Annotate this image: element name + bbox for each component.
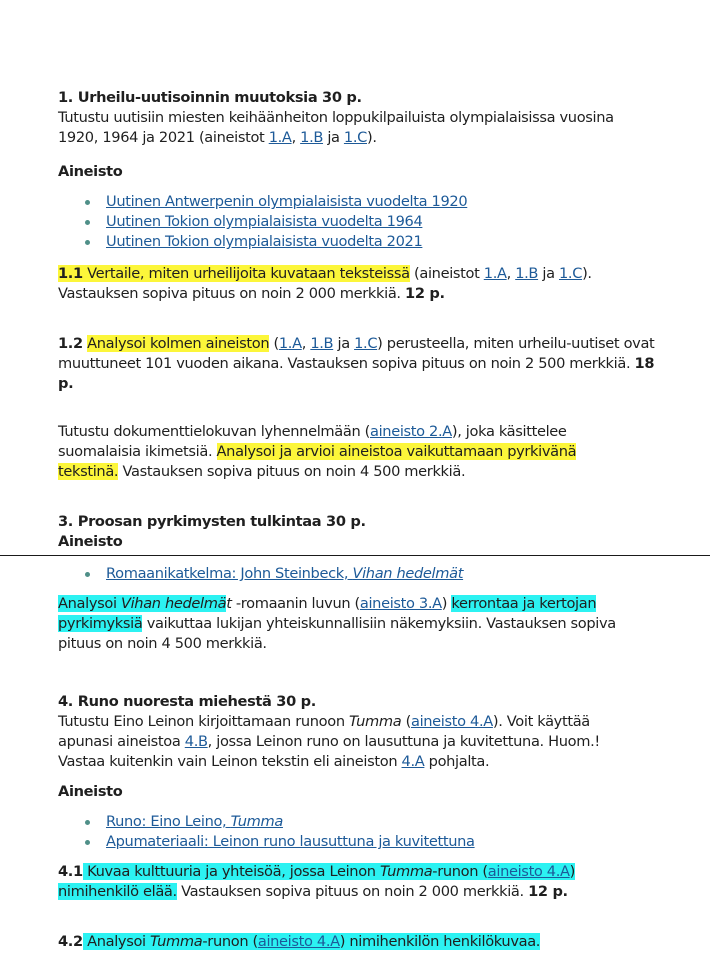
link-italic: Tumma bbox=[230, 813, 283, 830]
task1-materials-list bbox=[58, 192, 678, 252]
material-link-1920[interactable]: Uutinen Antwerpenin olympialaisista vuodelta 1920 bbox=[106, 193, 468, 210]
text: -runon ( bbox=[202, 933, 258, 950]
question-number: 4.2 bbox=[58, 933, 83, 950]
task1-materials-heading: Aineisto bbox=[58, 163, 123, 180]
link-1b[interactable]: 1.B bbox=[515, 265, 539, 282]
link-1a[interactable]: 1.A bbox=[268, 129, 292, 146]
link-4a[interactable]: aineisto 4.A bbox=[410, 713, 493, 730]
text: ). bbox=[582, 265, 592, 282]
bullet-icon bbox=[85, 200, 90, 205]
bullet-icon bbox=[85, 220, 90, 225]
list-item bbox=[58, 832, 678, 852]
bullet-icon bbox=[85, 572, 90, 577]
text: ). Voit käyttää apunasi aineistoa bbox=[58, 713, 590, 750]
text: ) perusteella, miten urheilu-uutiset ovat muuttuneet 101 vuoden aikana. Vastauksen sopiva pituus on noin 2 500 merkkiä. bbox=[58, 335, 655, 372]
list-item bbox=[58, 212, 678, 232]
separator: , bbox=[291, 129, 301, 146]
link-text: Romaanikatkelma: John Steinbeck, bbox=[106, 565, 353, 582]
text: -romaanin luvun ( bbox=[231, 595, 360, 612]
separator: ja bbox=[538, 265, 559, 282]
question-number: 1.1 bbox=[58, 265, 83, 282]
link-4a[interactable]: aineisto 4.A bbox=[257, 933, 340, 950]
italic-title: Vihan hedelmä bbox=[120, 595, 227, 612]
highlight: kerrontaa ja kertojan pyrkimyksiä bbox=[58, 595, 597, 632]
task4-title: 4. Runo nuoresta miehestä 30 p. bbox=[58, 693, 316, 710]
points: 18 p. bbox=[58, 355, 655, 392]
points: 12 p. bbox=[405, 285, 445, 302]
document-page bbox=[58, 88, 678, 952]
question-3 bbox=[58, 594, 658, 654]
list-item bbox=[58, 564, 678, 584]
list-item bbox=[58, 812, 678, 832]
points: 12 p. bbox=[528, 883, 568, 900]
material-link-2021[interactable]: Uutinen Tokion olympialaisista vuodelta 2021 bbox=[106, 233, 423, 250]
link-1b[interactable]: 1.B bbox=[310, 335, 334, 352]
link-4b[interactable]: 4.B bbox=[184, 733, 208, 750]
text: Kuvaa kulttuuria ja yhteisöä, jossa Leinon bbox=[82, 863, 380, 880]
text: Analysoi bbox=[82, 933, 151, 950]
highlight bbox=[83, 933, 540, 950]
question-4-2 bbox=[58, 932, 678, 952]
text: ( bbox=[269, 335, 279, 352]
link-4a[interactable]: 4.A bbox=[401, 753, 425, 770]
material-link-1964[interactable]: Uutinen Tokion olympialaisista vuodelta 1964 bbox=[106, 213, 423, 230]
page-divider bbox=[0, 555, 710, 556]
task4-intro bbox=[58, 712, 648, 772]
task2-text bbox=[58, 422, 628, 482]
link-2a[interactable]: aineisto 2.A bbox=[370, 423, 452, 440]
task3-materials-list bbox=[58, 564, 678, 584]
italic-title: Tumma bbox=[379, 863, 433, 880]
link-1a[interactable]: 1.A bbox=[278, 335, 302, 352]
link-text: Runo: Eino Leino, bbox=[106, 813, 231, 830]
question-text: Vertaile, miten urheilijoita kuvataan teksteissä bbox=[82, 265, 410, 282]
list-item bbox=[58, 192, 678, 212]
task1-intro bbox=[58, 108, 618, 148]
task1-title: 1. Urheilu-uutisoinnin muutoksia 30 p. bbox=[58, 89, 362, 106]
task3-title: 3. Proosan pyrkimysten tulkintaa 30 p. bbox=[58, 513, 366, 530]
intro-end: ). bbox=[367, 129, 377, 146]
task4-materials-list bbox=[58, 812, 678, 852]
question-number: 4.1 bbox=[58, 863, 83, 880]
text: Vastauksen sopiva pituus on noin 4 500 merkkiä. bbox=[118, 463, 466, 480]
length-text: Vastauksen sopiva pituus on noin 2 000 merkkiä. bbox=[176, 883, 529, 900]
task3-materials-heading: Aineisto bbox=[58, 533, 123, 550]
list-item bbox=[58, 232, 678, 252]
bullet-icon bbox=[85, 820, 90, 825]
separator: ja bbox=[333, 335, 355, 352]
separator: , bbox=[506, 265, 516, 282]
highlight: Analysoi ja arvioi aineistoa vaikuttamaan pyrkivänä tekstinä. bbox=[58, 443, 577, 480]
italic-title: Tumma bbox=[349, 713, 402, 730]
link-1a[interactable]: 1.A bbox=[483, 265, 507, 282]
bullet-icon bbox=[85, 840, 90, 845]
question-1-2 bbox=[58, 334, 658, 394]
material-link-poem[interactable] bbox=[106, 813, 283, 830]
question-4-1 bbox=[58, 862, 618, 902]
separator: ja bbox=[323, 129, 344, 146]
text: ( bbox=[401, 713, 411, 730]
link-1b[interactable]: 1.B bbox=[300, 129, 324, 146]
question-1-1 bbox=[58, 264, 678, 304]
text: Tutustu dokumenttielokuvan lyhennelmään ( bbox=[58, 423, 370, 440]
bullet-icon bbox=[85, 240, 90, 245]
link-1c[interactable]: 1.C bbox=[558, 265, 583, 282]
text: Tutustu Eino Leinon kirjoittamaan runoon bbox=[58, 713, 350, 730]
text: ) nimihenkilön henkilökuvaa. bbox=[339, 933, 541, 950]
separator: , bbox=[301, 335, 311, 352]
link-1c[interactable]: 1.C bbox=[354, 335, 378, 352]
material-link-auxiliary[interactable]: Apumateriaali: Leinon runo lausuttuna ja kuvitettuna bbox=[106, 833, 475, 850]
highlight bbox=[58, 595, 226, 612]
highlight: Analysoi kolmen aineiston bbox=[87, 335, 270, 352]
task1-intro-text: Tutustu uutisiin miesten keihäänheiton loppukilpailuista olympialaisissa vuosina 1920, 1964 ja 2021 (aineistot bbox=[58, 109, 614, 146]
text: , jossa Leinon runo on lausuttuna ja kuvitettuna. Huom.! Vastaa kuitenkin vain Leinon tekstin eli aineiston bbox=[58, 733, 600, 770]
question-number: 1.2 bbox=[58, 335, 83, 352]
text: pohjalta. bbox=[424, 753, 490, 770]
italic-title: t bbox=[226, 595, 232, 612]
text: ), joka käsittelee suomalaisia ikimetsiä. bbox=[58, 423, 567, 460]
material-link-steinbeck[interactable] bbox=[106, 565, 463, 582]
text: -runon ( bbox=[432, 863, 488, 880]
link-italic: Vihan hedelmät bbox=[352, 565, 464, 582]
length-text: Vastauksen sopiva pituus on noin 2 000 merkkiä. bbox=[58, 285, 406, 302]
highlight bbox=[58, 265, 410, 282]
link-4a[interactable]: aineisto 4.A bbox=[487, 863, 570, 880]
text: (aineistot bbox=[409, 265, 484, 282]
link-1c[interactable]: 1.C bbox=[343, 129, 367, 146]
link-3a[interactable]: aineisto 3.A bbox=[359, 595, 442, 612]
task4-materials-heading: Aineisto bbox=[58, 783, 123, 800]
text: ) nimihenkilö elää. bbox=[58, 863, 576, 900]
text: Analysoi bbox=[58, 595, 121, 612]
text: vaikuttaa lukijan yhteiskunnallisiin näkemyksiin. Vastauksen sopiva pituus on noin 4 500 merkkiä. bbox=[58, 615, 616, 652]
italic-title: Tumma bbox=[150, 933, 203, 950]
text: ) bbox=[441, 595, 452, 612]
